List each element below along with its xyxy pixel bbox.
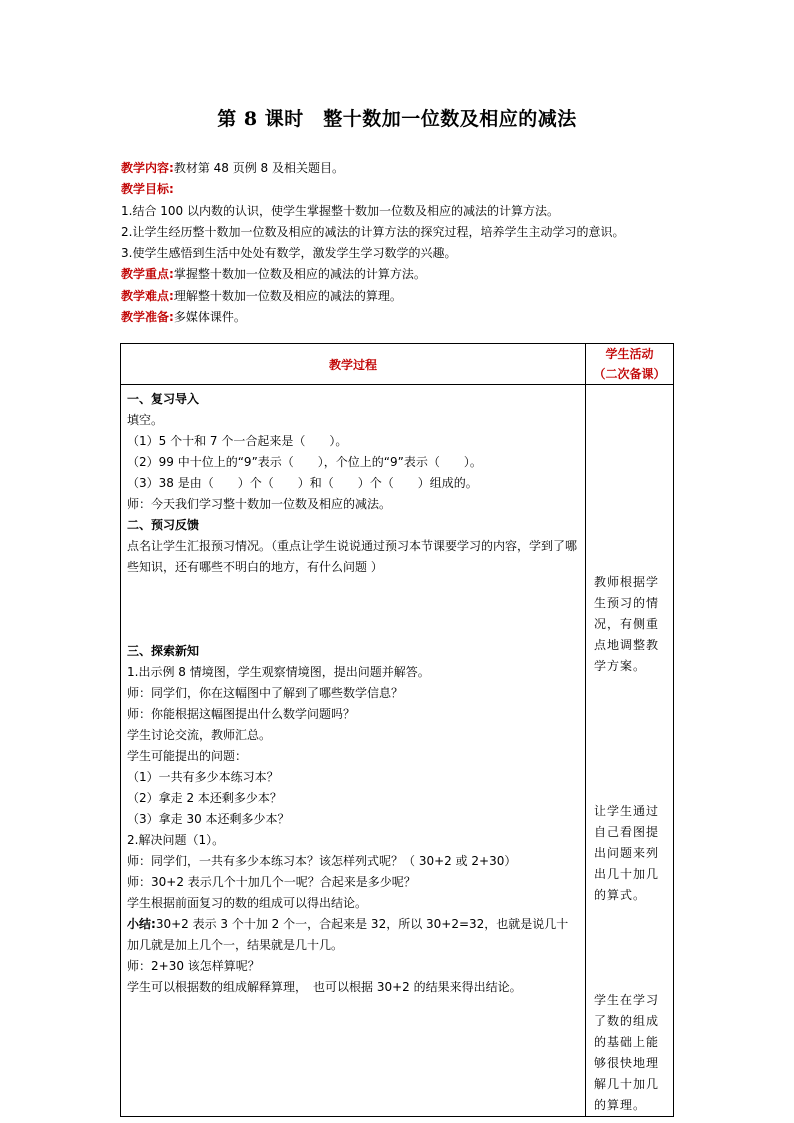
table-header-row bbox=[121, 344, 674, 385]
content-text: 教材第 48 页例 8 及相关题目。 bbox=[173, 161, 344, 175]
explore-line: （1）一共有多少本练习本？ bbox=[127, 770, 279, 784]
explore-line: 1.出示例 8 情境图，学生观察情境图，提出问题并解答。 bbox=[127, 665, 430, 679]
preparation-text: 多媒体课件。 bbox=[173, 310, 246, 325]
section-explore-title: 三、探索新知 bbox=[127, 644, 200, 658]
key-point-label: 教学重点: bbox=[121, 267, 174, 282]
lesson-intro bbox=[121, 158, 677, 328]
explore-line: 师：同学们，你在这幅图中了解到了哪些数学信息？ bbox=[127, 686, 404, 700]
explore-line: 师：2+30 该怎样算呢？ bbox=[127, 959, 260, 973]
activity-note-question: 让学生通过自己看图提出问题来列出几十加几的算式。 bbox=[594, 804, 660, 902]
explore-line: 师：30+2 表示几个十加几个一呢？合起来是多少呢？ bbox=[127, 875, 416, 889]
explore-line: 学生讨论交流，教师汇总。 bbox=[127, 728, 272, 742]
explore-line: 学生根据前面复习的数的组成可以得出结论。 bbox=[127, 896, 368, 910]
header-student-activity-line1: 学生活动 bbox=[605, 347, 654, 361]
review-line: 师：今天我们学习整十数加一位数及相应的减法。 bbox=[127, 497, 392, 511]
explore-line: 师：同学们，一共有多少本练习本？该怎样列式呢？（ 30+2 或 2+30） bbox=[127, 854, 517, 868]
preview-text: 点名让学生汇报预习情况。（重点让学生说说通过预习本节课要学习的内容，学到了哪些知识，还有哪些不明白的地方，有什么问题 ） bbox=[127, 539, 578, 574]
summary-label: 小结: bbox=[127, 917, 156, 931]
explore-line: （3）拿走 30 本还剩多少本？ bbox=[127, 812, 290, 826]
difficulty-label: 教学难点: bbox=[121, 288, 174, 303]
summary-text: 30+2 表示 3 个十加 2 个一，合起来是 32，所以 30+2=32，也就是说几十加几就是加上几个一，结果就是几十几。 bbox=[127, 917, 569, 952]
activity-note-composition: 学生在学习了数的组成的基础上能够很快地理解几十加几的算理。 bbox=[594, 993, 660, 1112]
header-student-activity-line2: （二次备课） bbox=[593, 367, 666, 381]
summary-row bbox=[127, 914, 579, 956]
student-activity-cell bbox=[586, 385, 674, 1117]
spacer bbox=[594, 906, 667, 990]
teaching-process-cell bbox=[121, 385, 586, 1117]
goals-label-row bbox=[121, 179, 677, 200]
difficulty-row bbox=[121, 286, 677, 307]
spacer bbox=[594, 385, 667, 572]
goal-item: 2.让学生经历整十数加一位数及相应的减法的计算方法的探究过程，培养学生主动学习的意识。 bbox=[121, 224, 625, 239]
explore-line: 学生可能提出的问题： bbox=[127, 749, 248, 763]
preparation-row bbox=[121, 307, 677, 328]
page-title: 第 8 课时 整十数加一位数及相应的减法 bbox=[217, 108, 577, 130]
table-body-row bbox=[121, 385, 674, 1117]
review-line: （3）38 是由（ ）个（ ）和（ ）个（ ）组成的。 bbox=[127, 476, 478, 490]
explore-line: 2.解决问题（1）。 bbox=[127, 833, 225, 847]
header-student-activity bbox=[586, 344, 674, 385]
difficulty-text: 理解整十数加一位数及相应的减法的算理。 bbox=[173, 288, 402, 303]
content-label: 教学内容: bbox=[121, 161, 174, 175]
spacer bbox=[594, 677, 667, 801]
goals-label: 教学目标: bbox=[121, 182, 174, 197]
key-point-row bbox=[121, 264, 677, 285]
section-preview-title: 二、预习反馈 bbox=[127, 518, 200, 532]
goal-item: 3.使学生感悟到生活中处处有数学，激发学生学习数学的兴趣。 bbox=[121, 246, 457, 261]
review-line: （1）5 个十和 7 个一合起来是（ ）。 bbox=[127, 434, 348, 448]
section-review-title: 一、复习导入 bbox=[127, 392, 200, 406]
goal-item: 1.结合 100 以内数的认识，使学生掌握整十数加一位数及相应的减法的计算方法。 bbox=[121, 203, 559, 218]
explore-line: （2）拿走 2 本还剩多少本？ bbox=[127, 791, 282, 805]
preparation-label: 教学准备: bbox=[121, 310, 174, 325]
activity-note-preview: 教师根据学生预习的情况，有侧重点地调整教学方案。 bbox=[594, 575, 660, 673]
key-point-text: 掌握整十数加一位数及相应的减法的计算方法。 bbox=[173, 267, 426, 282]
teaching-process-table bbox=[120, 343, 674, 1117]
explore-line: 学生可以根据数的组成解释算理， 也可以根据 30+2 的结果来得出结论。 bbox=[127, 980, 522, 994]
spacer bbox=[127, 578, 579, 641]
review-line: 填空。 bbox=[127, 413, 164, 427]
explore-line: 师：你能根据这幅图提出什么数学问题吗？ bbox=[127, 707, 356, 721]
content-row bbox=[121, 158, 677, 179]
header-teaching-process: 教学过程 bbox=[121, 344, 586, 385]
review-line: （2）99 中十位上的“9”表示（ ），个位上的“9”表示（ ）。 bbox=[127, 455, 482, 469]
